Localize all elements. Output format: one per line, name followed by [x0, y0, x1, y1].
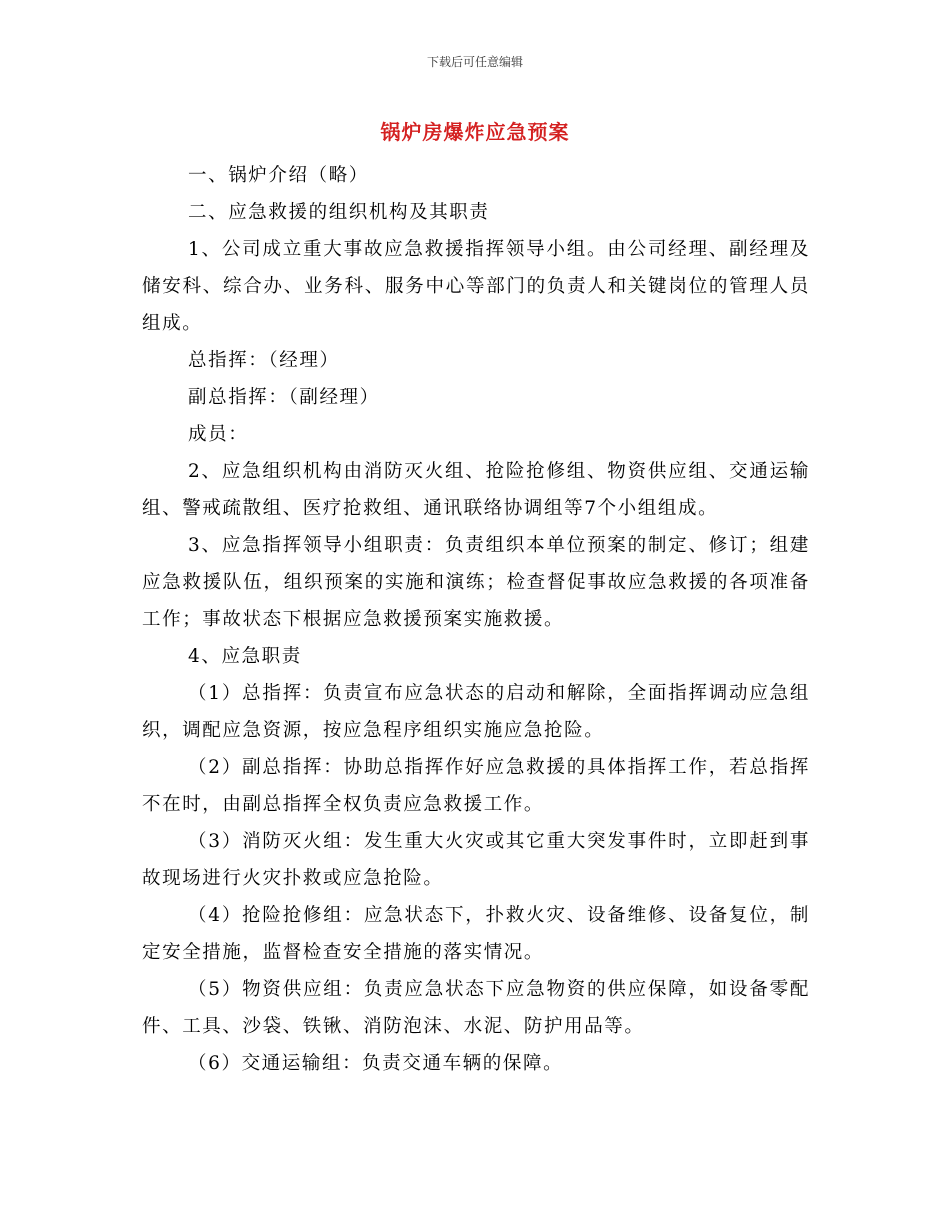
- paragraph-duty-deputy: （2）副总指挥：协助总指挥作好应急救援的具体指挥工作，若总指挥不在时，由副总指挥全权负责应急救援工作。: [142, 757, 810, 815]
- paragraph-duty-firefighting: （3）消防灭火组：发生重大火灾或其它重大突发事件时，立即赶到事故现场进行火灾扑救或应急抢险。: [142, 831, 810, 889]
- document-body: [142, 157, 810, 1082]
- paragraph-duty-transport: （6）交通运输组：负责交通车辆的保障。: [188, 1053, 564, 1074]
- paragraph-organization-groups: 2、应急组织机构由消防灭火组、抢险抢修组、物资供应组、交通运输组、警戒疏散组、医疗抢救组、通讯联络协调组等7个小组组成。: [142, 461, 810, 519]
- header-note: 下载后可任意编辑: [426, 55, 523, 69]
- paragraph-emergency-duties-heading: 4、应急职责: [188, 646, 302, 667]
- paragraph-leadership-duties: 3、应急指挥领导小组职责：负责组织本单位预案的制定、修订；组建应急救援队伍，组织预案的实施和演练；检查督促事故应急救援的各项准备工作；事故状态下根据应急救援预案实施救援。: [142, 535, 810, 630]
- paragraph-deputy-commander: 副总指挥：（副经理）: [188, 387, 380, 408]
- paragraph-duty-supply: （5）物资供应组：负责应急状态下应急物资的供应保障，如设备零配件、工具、沙袋、铁锹、消防泡沫、水泥、防护用品等。: [142, 979, 810, 1037]
- paragraph-leadership-group: 1、公司成立重大事故应急救援指挥领导小组。由公司经理、副经理及储安科、综合办、业务科、服务中心等部门的负责人和关键岗位的管理人员组成。: [142, 239, 810, 334]
- section-heading-organization: 二、应急救援的组织机构及其职责: [188, 202, 490, 223]
- section-heading-boiler-intro: 一、锅炉介绍（略）: [188, 165, 369, 186]
- document-title: 锅炉房爆炸应急预案: [380, 120, 570, 144]
- paragraph-members: 成员：: [188, 424, 249, 445]
- paragraph-duty-commander: （1）总指挥：负责宣布应急状态的启动和解除，全面指挥调动应急组织，调配应急资源，按应急程序组织实施应急抢险。: [142, 683, 810, 741]
- paragraph-commander: 总指挥：（经理）: [188, 350, 340, 371]
- paragraph-duty-rescue-repair: （4）抢险抢修组：应急状态下，扑救火灾、设备维修、设备复位，制定安全措施，监督检查安全措施的落实情况。: [142, 905, 810, 963]
